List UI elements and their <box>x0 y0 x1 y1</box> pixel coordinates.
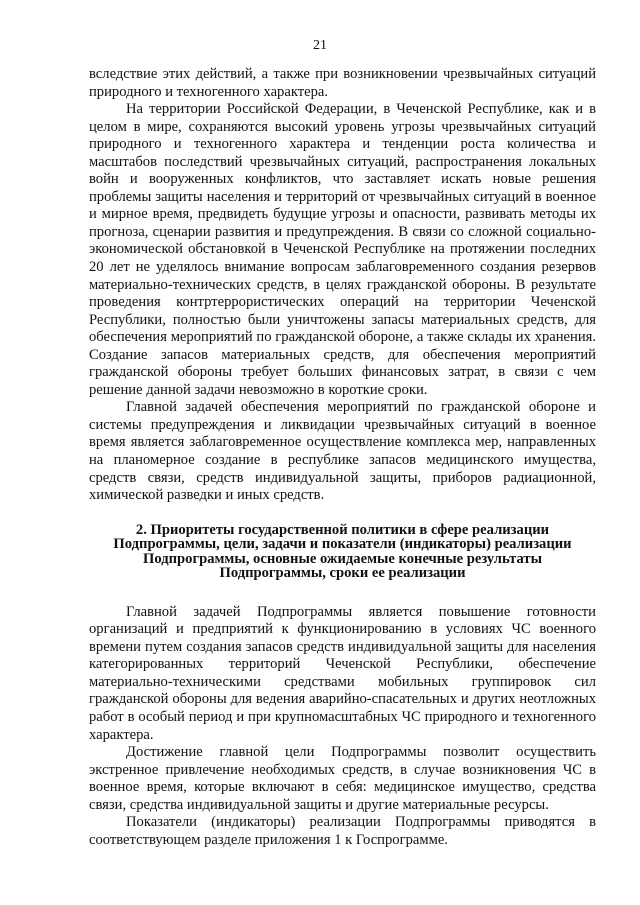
page-number: 21 <box>313 38 327 53</box>
section-heading-line: Подпрограммы, основные ожидаемые конечные результаты <box>143 550 542 567</box>
section-heading-line: Подпрограммы, цели, задачи и показатели (индикаторы) реализации <box>113 536 572 553</box>
section-heading <box>89 523 596 581</box>
section-heading-line: 2. Приоритеты государственной политики в сфере реализации <box>135 521 550 538</box>
paragraph-goal-achievement: Достижение главной цели Подпрограммы позволит осуществить экстренное привлечение необходимых средств, в случае возникновения ЧС в военное время, которые включают в себя: медицинское имущество, средства связи, средства индивидуальной защиты и другие материальные ресурсы. <box>89 744 596 813</box>
paragraph-indicators: Показатели (индикаторы) реализации Подпрограммы приводятся в соответствующем разделе приложения 1 к Госпрограмме. <box>89 814 596 848</box>
section-heading-line: Подпрограммы, сроки ее реализации <box>219 565 466 582</box>
paragraph-main-task: Главной задачей обеспечения мероприятий по гражданской обороне и системы предупреждения и ликвидации чрезвычайных ситуаций в военное время является заблаговременное осуществление комплекса мер, направленных на планомерное создание в республике запасов медицинского имущества, средств связи, средств индивидуальной защиты, приборов радиационной, химической разведки и иных средств. <box>89 399 596 504</box>
paragraph-subprogram-goal: Главной задачей Подпрограммы является повышение готовности организаций и предприятий к функционированию в условиях ЧС военного времени путем создания запасов средств индивидуальной защиты для населения категорированных территорий Чеченской Республики, обеспечение материально-техническими средствами мобильных группировок сил гражданской обороны для ведения аварийно-спасательных и других неотложных работ в особый период и при крупномасштабных ЧС природного и техногенного характера. <box>89 603 596 743</box>
document-body <box>89 66 596 849</box>
paragraph-continuation: вследствие этих действий, а также при возникновении чрезвычайных ситуаций природного и техногенного характера. <box>89 66 596 100</box>
paragraph-threats: На территории Российской Федерации, в Чеченской Республике, как и в целом в мире, сохраняются высокий уровень угрозы чрезвычайных ситуаций природного и техногенного характера и тенденции роста количества и масштабов последствий чрезвычайных ситуаций, распространения локальных войн и вооруженных конфликтов, что заставляет искать новые решения проблемы защиты населения и территорий от чрезвычайных ситуаций в военное и мирное время, предвидеть будущие угрозы и опасности, развивать методы их прогноза, сценарии развития и предупреждения. В связи со сложной социально-экономической обстановкой в Чеченской Республике на протяжении последних 20 лет не уделялось внимание вопросам заблаговременного создания резервов материально-технических средств, в целях гражданской обороны. В результате проведения контртеррористических операций на территории Чеченской Республики, полностью были уничтожены запасы материальных средств, для обеспечения мероприятий по гражданской обороне, а также склады их хранения. Создание запасов материальных средств, для обеспечения мероприятий гражданской обороны требует больших финансовых затрат, в связи с чем решение данной задачи невозможно в короткие сроки. <box>89 101 596 398</box>
